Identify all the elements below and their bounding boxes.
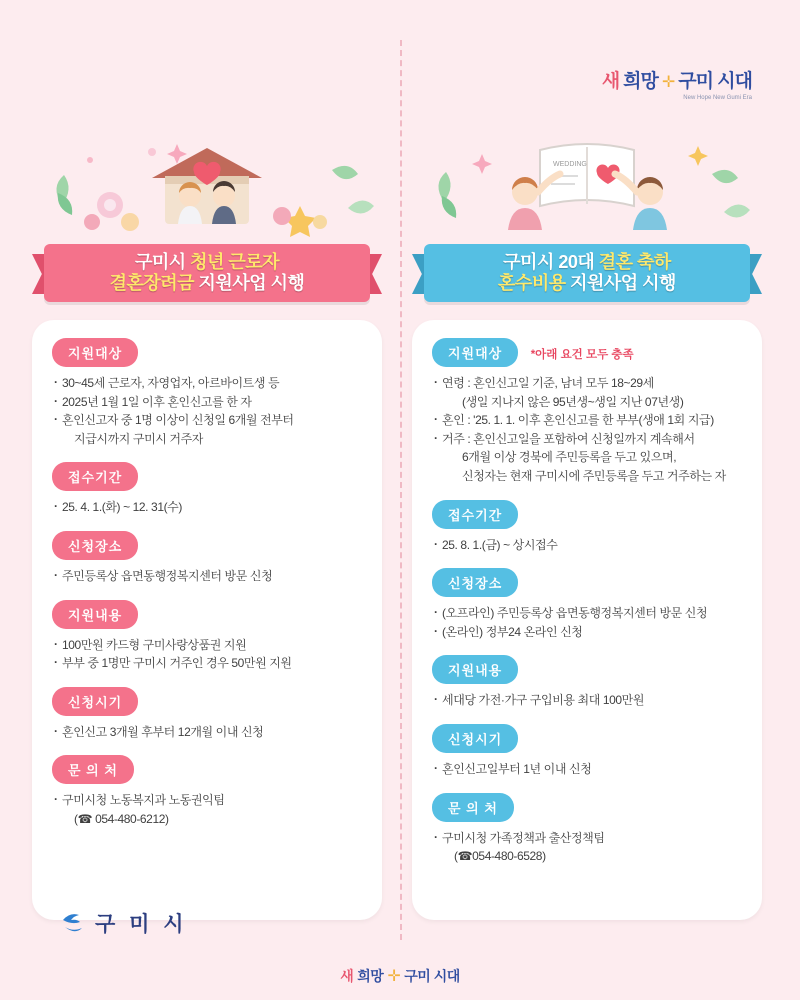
- right-section-3-list: [432, 691, 742, 710]
- right-section-0-list: [432, 374, 742, 486]
- list-item: · 구미시청 노동복지과 노동권익팀: [52, 791, 362, 810]
- right-ribbon-line2: [498, 273, 676, 294]
- left-section-1: [52, 462, 362, 517]
- list-item: 지급시까지 구미시 거주자: [74, 431, 203, 446]
- right-section-0: [432, 338, 742, 486]
- left-ribbon-line2-a: 결혼장려금: [109, 273, 195, 293]
- right-section-4-title: 신청시기: [432, 724, 518, 753]
- right-section-5-list: [432, 829, 742, 866]
- ribbon-band: [424, 244, 750, 302]
- left-section-0: [52, 338, 362, 448]
- right-section-3: [432, 655, 742, 710]
- column-divider: [400, 40, 402, 940]
- list-item: · 혼인신고자 중 1명 이상이 신청일 6개월 전부터: [52, 411, 362, 430]
- left-ribbon: [32, 244, 382, 306]
- left-section-5-title: 문 의 처: [52, 755, 134, 784]
- list-item: · 혼인 : '25. 1. 1. 이후 혼인신고를 한 부부(생애 1회 지급): [432, 411, 742, 430]
- footer-brand: [0, 966, 800, 986]
- list-item: · 25. 8. 1.(금) ~ 상시접수: [432, 536, 742, 555]
- right-section-4: [432, 724, 742, 779]
- footer-brand-gumi: 구미 시대: [404, 968, 460, 984]
- list-item: · 30~45세 근로자, 자영업자, 아르바이트생 등: [52, 374, 362, 393]
- right-ribbon-line1-b: 결혼 축하: [598, 252, 671, 273]
- svg-text:WEDDING: WEDDING: [553, 161, 587, 168]
- left-section-4-list: [52, 723, 362, 742]
- left-section-4-title: 신청시기: [52, 687, 138, 716]
- brand-logo: [602, 66, 752, 101]
- ribbon-band: [44, 244, 370, 302]
- list-item: · 부부 중 1명만 구미시 거주인 경우 50만원 지원: [52, 654, 362, 673]
- list-item: · 주민등록상 읍면동행정복지센터 방문 신청: [52, 567, 362, 586]
- left-section-0-title: 지원대상: [52, 338, 138, 367]
- list-item: 신청자는 현재 구미시에 주민등록을 두고 거주하는 자: [462, 468, 726, 483]
- list-item: · 연령 : 혼인신고일 기준, 남녀 모두 18~29세: [432, 374, 742, 393]
- contact-phone: (☎054-480-6528): [454, 849, 546, 864]
- left-section-0-list: [52, 374, 362, 448]
- right-ribbon-line1: [503, 252, 671, 273]
- footer-brand-hope: 희망: [357, 968, 384, 984]
- left-section-4: [52, 687, 362, 742]
- right-section-0-title: 지원대상: [432, 338, 518, 367]
- right-section-1-title: 접수기간: [432, 500, 518, 529]
- left-section-2-list: [52, 567, 362, 586]
- left-ribbon-line1-b: 청년 근로자: [190, 252, 280, 273]
- left-ribbon-line1: [135, 252, 279, 273]
- right-ribbon: [412, 244, 762, 306]
- list-item: · 거주 : 혼인신고일을 포함하여 신청일까지 계속해서: [432, 430, 742, 449]
- right-ribbon-line1-a: 구미시 20대: [503, 252, 599, 273]
- left-section-3: [52, 600, 362, 673]
- list-item: · (온라인) 정부24 온라인 신청: [432, 623, 742, 642]
- right-section-1-list: [432, 536, 742, 555]
- list-item: 6개월 이상 경북에 주민등록을 두고 있으며,: [462, 450, 677, 465]
- right-section-1: [432, 500, 742, 555]
- right-section-2-title: 신청장소: [432, 568, 518, 597]
- left-column: [32, 130, 382, 920]
- list-item: · 25. 4. 1.(화) ~ 12. 31(수): [52, 498, 362, 517]
- footer-brand-plus-icon: ✛: [387, 968, 401, 985]
- left-ribbon-line2-b: 지원사업 시행: [194, 273, 305, 293]
- list-item: · 혼인신고 3개월 후부터 12개월 이내 신청: [52, 723, 362, 742]
- list-item: · 2025년 1월 1일 이후 혼인신고를 한 자: [52, 393, 362, 412]
- left-ribbon-line1-a: 구미시: [134, 252, 191, 273]
- contact-phone: (☎ 054-480-6212): [74, 811, 169, 826]
- left-section-1-list: [52, 498, 362, 517]
- right-illustration: [412, 130, 762, 240]
- list-item: · (오프라인) 주민등록상 읍면동행정복지센터 방문 신청: [432, 604, 742, 623]
- right-section-2: [432, 568, 742, 641]
- left-section-1-title: 접수기간: [52, 462, 138, 491]
- left-card: [32, 320, 382, 920]
- right-column: [412, 130, 762, 920]
- list-item: (생일 지나지 않은 95년생~생일 지난 07년생): [462, 394, 684, 409]
- left-section-5-list: [52, 791, 362, 828]
- footer-brand-new: 새: [340, 968, 354, 984]
- left-section-2-title: 신청장소: [52, 531, 138, 560]
- right-ribbon-line2-b: 지원사업 시행: [565, 273, 676, 293]
- right-section-3-title: 지원내용: [432, 655, 518, 684]
- brand-hope-text: 희망: [623, 71, 658, 92]
- left-section-2: [52, 531, 362, 586]
- right-ribbon-line2-a: 혼수비용: [498, 273, 566, 293]
- brand-subtitle: New Hope New Gumi Era: [683, 95, 752, 101]
- right-section-4-list: [432, 760, 742, 779]
- right-section-5: [432, 793, 742, 866]
- right-card: [412, 320, 762, 920]
- left-section-3-title: 지원내용: [52, 600, 138, 629]
- city-logo: [60, 908, 188, 938]
- right-section-2-list: [432, 604, 742, 641]
- left-section-3-list: [52, 636, 362, 673]
- left-illustration: [32, 130, 382, 240]
- brand-new-text: 새: [601, 71, 620, 92]
- list-item: · 혼인신고일부터 1년 이내 신청: [432, 760, 742, 779]
- left-ribbon-line2: [110, 273, 305, 294]
- right-section-0-note: *아래 요건 모두 충족: [530, 348, 634, 361]
- list-item: · 구미시청 가족정책과 출산정책팀: [432, 829, 742, 848]
- list-item: · 세대당 가전·가구 구입비용 최대 100만원: [432, 691, 742, 710]
- right-section-5-title: 문 의 처: [432, 793, 514, 822]
- brand-logo-text: [602, 66, 752, 93]
- gumi-city-symbol-icon: [60, 911, 86, 935]
- brand-plus-icon: ✛: [661, 74, 675, 91]
- left-section-5: [52, 755, 362, 828]
- city-logo-text: 구 미 시: [95, 913, 188, 936]
- brand-gumi-text: 구미 시대: [678, 71, 752, 92]
- list-item: · 100만원 카드형 구미사랑상품권 지원: [52, 636, 362, 655]
